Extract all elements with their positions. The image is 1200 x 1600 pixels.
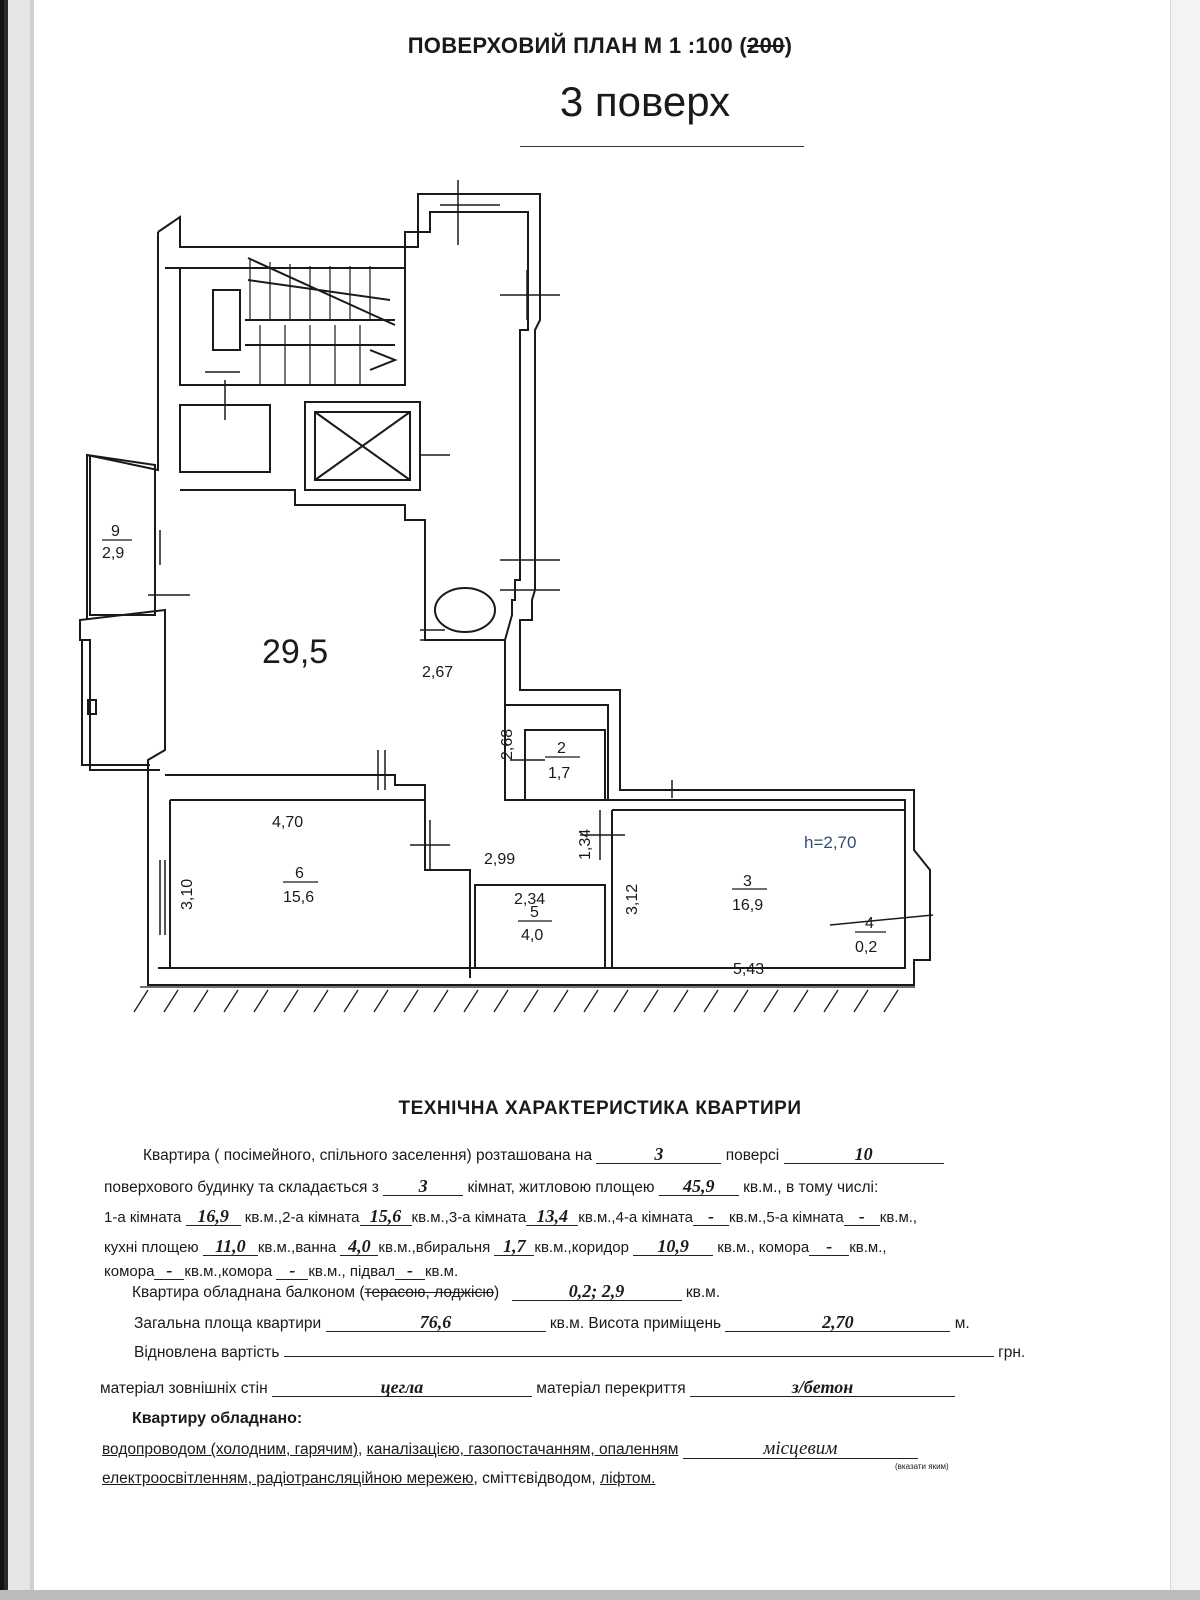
slab-material: з/бетон	[690, 1378, 955, 1397]
ground-hatch	[134, 987, 915, 1012]
wall-material: цегла	[272, 1378, 532, 1397]
column-ellipse	[435, 588, 495, 632]
living-bedroom-divider	[165, 705, 612, 800]
room-4-number: 4	[865, 915, 874, 932]
room-3-number: 3	[743, 873, 752, 890]
restored-cost	[284, 1356, 994, 1357]
room-4-area: 0,2	[855, 939, 878, 956]
bath-area: 4,0	[340, 1237, 378, 1256]
dim-2-68: 2,68	[499, 728, 516, 760]
total-area: 76,6	[326, 1313, 546, 1332]
living-room-wall	[180, 490, 505, 640]
room-5-living-area: -	[844, 1207, 880, 1226]
room-4-living-area: -	[693, 1207, 729, 1226]
room-6-area: 15,6	[283, 889, 315, 906]
spec-line-3: 1-а кімната 16,9 кв.м.,2-а кімната 15,6 кв.м.,3-а кімната 13,4 кв.м.,4-а кімната - кв.м.,5-а кімната - кв.м.,	[104, 1206, 918, 1226]
room-1-area: 16,9	[186, 1207, 241, 1226]
dim-5-43: 5,43	[733, 961, 765, 978]
living-room-area: 29,5	[262, 633, 329, 671]
heating-note: (вказати яким)	[895, 1462, 949, 1471]
dim-2-67: 2,67	[422, 664, 454, 681]
balcony-9-number: 9	[111, 523, 120, 540]
title-struck-scale: 200	[747, 33, 785, 58]
ceiling-height-value: 2,70	[725, 1313, 950, 1332]
basement-area: -	[395, 1261, 425, 1280]
room-2-living-area: 15,6	[360, 1207, 412, 1226]
dim-3-10: 3,10	[179, 878, 196, 910]
pantry-2-area: -	[154, 1261, 184, 1280]
stair-flight	[213, 258, 395, 370]
spec-line-2: поверхового будинку та складається з 3 кімнат, житловою площею 45,9 кв.м., в тому числі:	[104, 1176, 879, 1196]
wc-area: 1,7	[494, 1237, 534, 1256]
room-3-area: 16,9	[732, 897, 764, 914]
plan-title: ПОВЕРХОВИЙ ПЛАН М 1 :100 (200)	[407, 33, 793, 58]
heating-type: місцевим	[683, 1440, 918, 1459]
spec-title: ТЕХНІЧНА ХАРАКТЕРИСТИКА КВАРТИРИ	[398, 1098, 802, 1119]
pantry-area: -	[809, 1237, 849, 1256]
dim-2-99: 2,99	[484, 851, 516, 868]
struck-terrace: терасою, лоджією	[364, 1284, 495, 1301]
spec-line-4: кухні площею 11,0 кв.м.,ванна 4,0 кв.м.,вбиральня 1,7 кв.м.,коридор 10,9 кв.м., комора - кв.м.,	[104, 1236, 887, 1256]
pantry-3-area: -	[276, 1261, 308, 1280]
spec-line-6: Квартира обладнана балконом (терасою, лоджією) 0,2; 2,9 кв.м.	[132, 1281, 721, 1301]
room-3-living-area: 13,4	[526, 1207, 578, 1226]
dim-2-34: 2,34	[514, 891, 546, 908]
balcony-9-area: 2,9	[102, 545, 125, 562]
room-5-area: 4,0	[521, 927, 544, 944]
balcony-area: 0,2; 2,9	[512, 1282, 682, 1301]
dim-3-12: 3,12	[624, 883, 641, 915]
room-6-number: 6	[295, 865, 304, 882]
ceiling-height: h=2,70	[804, 833, 857, 852]
balcony-outline	[82, 455, 155, 765]
rooms-count: 3	[383, 1177, 463, 1196]
room-2-area: 1,7	[548, 765, 571, 782]
spec-line-1: Квартира ( посімейного, спільного заселення) розташована на 3 поверсі 10	[143, 1145, 944, 1165]
room-5-number: 5	[530, 904, 539, 921]
floors-total: 10	[784, 1145, 944, 1164]
living-area: 45,9	[659, 1177, 739, 1196]
corridor-area: 10,9	[633, 1237, 713, 1256]
spec-equipment-2: електроосвітленням, радіотрансляційною мережею, сміттєвідводом, ліфтом.	[102, 1470, 656, 1487]
floor-number: 3	[596, 1145, 721, 1164]
kitchen-area: 11,0	[203, 1237, 258, 1256]
spec-line-9: матеріал зовнішніх стін цегла матеріал перекриття з/бетон	[100, 1378, 955, 1398]
spec-line-8: Відновлена вартість грн.	[134, 1344, 1026, 1361]
dim-4-70: 4,70	[272, 814, 304, 831]
scan-edge-bottom	[0, 1590, 1200, 1600]
dim-1-34: 1,34	[577, 828, 594, 860]
room-2-number: 2	[557, 740, 566, 757]
floor-label: 3 поверх	[559, 78, 731, 125]
spec-line-5: комора - кв.м.,комора - кв.м., підвал - кв.м.	[104, 1260, 459, 1280]
room-6-wall	[170, 800, 470, 978]
spec-equipment-1: водопроводом (холодним, гарячим), каналізацією, газопостачанням, опаленням місцевим	[102, 1440, 918, 1459]
spec-line-7: Загальна площа квартири 76,6 кв.м. Висота приміщень 2,70 м.	[134, 1312, 970, 1332]
equipped-title: Квартиру обладнано:	[132, 1410, 303, 1427]
